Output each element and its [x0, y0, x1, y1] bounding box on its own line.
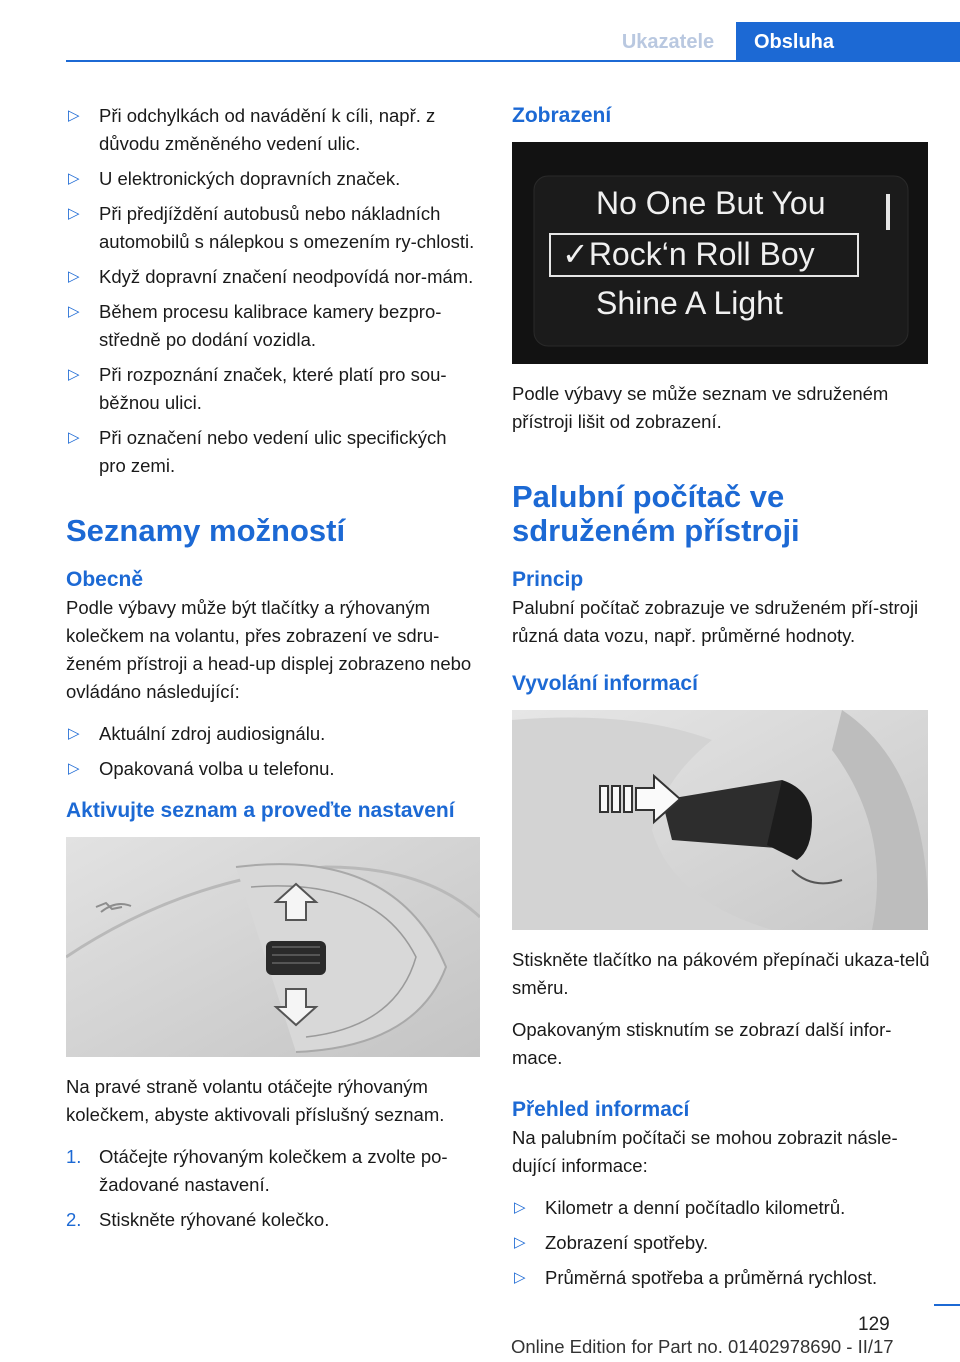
- triangle-right-icon: ▷: [68, 268, 80, 285]
- triangle-right-icon: ▷: [68, 760, 80, 777]
- triangle-right-icon: ▷: [68, 303, 80, 320]
- subheading-display: Zobrazení: [512, 104, 612, 127]
- tab-obsluha[interactable]: Obsluha: [736, 22, 960, 62]
- list-item: ▷ Opakovaná volba u telefonu.: [66, 755, 478, 783]
- triangle-right-icon: ▷: [68, 170, 80, 187]
- subheading-activate-list: Aktivujte seznam a proveďte nastavení: [66, 799, 455, 822]
- list-item: 2. Stiskněte rýhované kolečko.: [66, 1209, 330, 1230]
- list-item: ▷ U elektronických dopravních značek.: [66, 165, 478, 193]
- list-item: ▷ Během procesu kalibrace kamery bezpro‐středně po dodání vozidla.: [66, 298, 478, 354]
- list-item: ▷ Při označení nebo vedení ulic specifických pro zemi.: [66, 424, 478, 480]
- screen-item: Shine A Light: [596, 285, 783, 321]
- triangle-right-icon: ▷: [514, 1269, 526, 1286]
- page-number: 129: [858, 1314, 890, 1335]
- screen-item-selected: ✓Rock‘n Roll Boy: [562, 236, 815, 272]
- list-item: ▷ Při odchylkách od navádění k cíli, např. z důvodu změněného vedení ulic.: [66, 102, 478, 158]
- steps-list: [66, 1143, 478, 1234]
- subheading-overview: Přehled informací: [512, 1098, 690, 1121]
- subheading-call-info: Vyvolání informací: [512, 672, 698, 695]
- general-list: [66, 720, 478, 783]
- turn-signal-lever-illustration: [512, 710, 928, 930]
- left-column: [66, 102, 478, 1241]
- steering-wheel-illustration: [66, 837, 480, 1057]
- list-item: ▷ Průměrná spotřeba a průměrná rychlost.: [512, 1264, 932, 1292]
- triangle-right-icon: ▷: [68, 107, 80, 124]
- triangle-right-icon: ▷: [68, 205, 80, 222]
- call-paragraph-1: Stiskněte tlačítko na pákovém přepínači ukaza‐telů směru.: [512, 949, 930, 998]
- tab-ukazatele[interactable]: Ukazatele: [621, 30, 715, 53]
- section-heading-onboard-computer: Palubní počítač ve sdruženém přístroji: [512, 479, 800, 548]
- triangle-right-icon: ▷: [68, 366, 80, 383]
- display-screen-illustration: [512, 142, 928, 364]
- list-item: ▷ Zobrazení spotřeby.: [512, 1229, 932, 1257]
- list-item: ▷ Když dopravní značení neodpovídá nor‐mám.: [66, 263, 478, 291]
- list-item: 1. Otáčejte rýhovaným kolečkem a zvolte po‐žadované nastavení.: [66, 1146, 448, 1195]
- subheading-general: Obecně: [66, 568, 144, 591]
- principle-paragraph: Palubní počítač zobrazuje ve sdruženém pří‐stroji různá data vozu, např. průměrné hodnoty.: [512, 597, 919, 646]
- screen-item: No One But You: [596, 185, 826, 221]
- section-heading-option-lists: Seznamy možností: [66, 513, 346, 548]
- edition-line: Online Edition for Part no. 01402978690 - II/17: [511, 1336, 894, 1357]
- triangle-right-icon: ▷: [68, 429, 80, 446]
- list-item: ▷ Při předjíždění autobusů nebo nákladních automobilů s nálepkou s omezením ry‐chlosti.: [66, 200, 478, 256]
- wheel-paragraph: Na pravé straně volantu otáčejte rýhovaným kolečkem, abyste aktivovali příslušný seznam.: [66, 1076, 445, 1125]
- triangle-right-icon: ▷: [514, 1234, 526, 1251]
- list-item: ▷ Při rozpoznání značek, které platí pro sou‐běžnou ulici.: [66, 361, 478, 417]
- overview-list: [512, 1194, 932, 1292]
- page-header: [0, 22, 960, 62]
- list-item: ▷ Kilometr a denní počítadlo kilometrů.: [512, 1194, 932, 1222]
- call-paragraph-2: Opakovaným stisknutím se zobrazí další infor‐mace.: [512, 1019, 892, 1068]
- conditions-list: [66, 102, 478, 480]
- header-rule: [66, 60, 960, 62]
- footer-rule: [934, 1304, 960, 1306]
- overview-paragraph: Na palubním počítači se mohou zobrazit násle‐dující informace:: [512, 1127, 898, 1176]
- display-paragraph: Podle výbavy se může seznam ve sdruženém přístroji lišit od zobrazení.: [512, 383, 889, 432]
- subheading-principle: Princip: [512, 568, 584, 591]
- right-column: [512, 102, 932, 1306]
- list-item: ▷ Aktuální zdroj audiosignálu.: [66, 720, 478, 748]
- general-paragraph: Podle výbavy může být tlačítky a rýhovaným kolečkem na volantu, přes zobrazení ve sdru‐ženém přístroji a head-up displej zobrazeno nebo ovládáno následující:: [66, 597, 472, 702]
- triangle-right-icon: ▷: [514, 1199, 526, 1216]
- triangle-right-icon: ▷: [68, 725, 80, 742]
